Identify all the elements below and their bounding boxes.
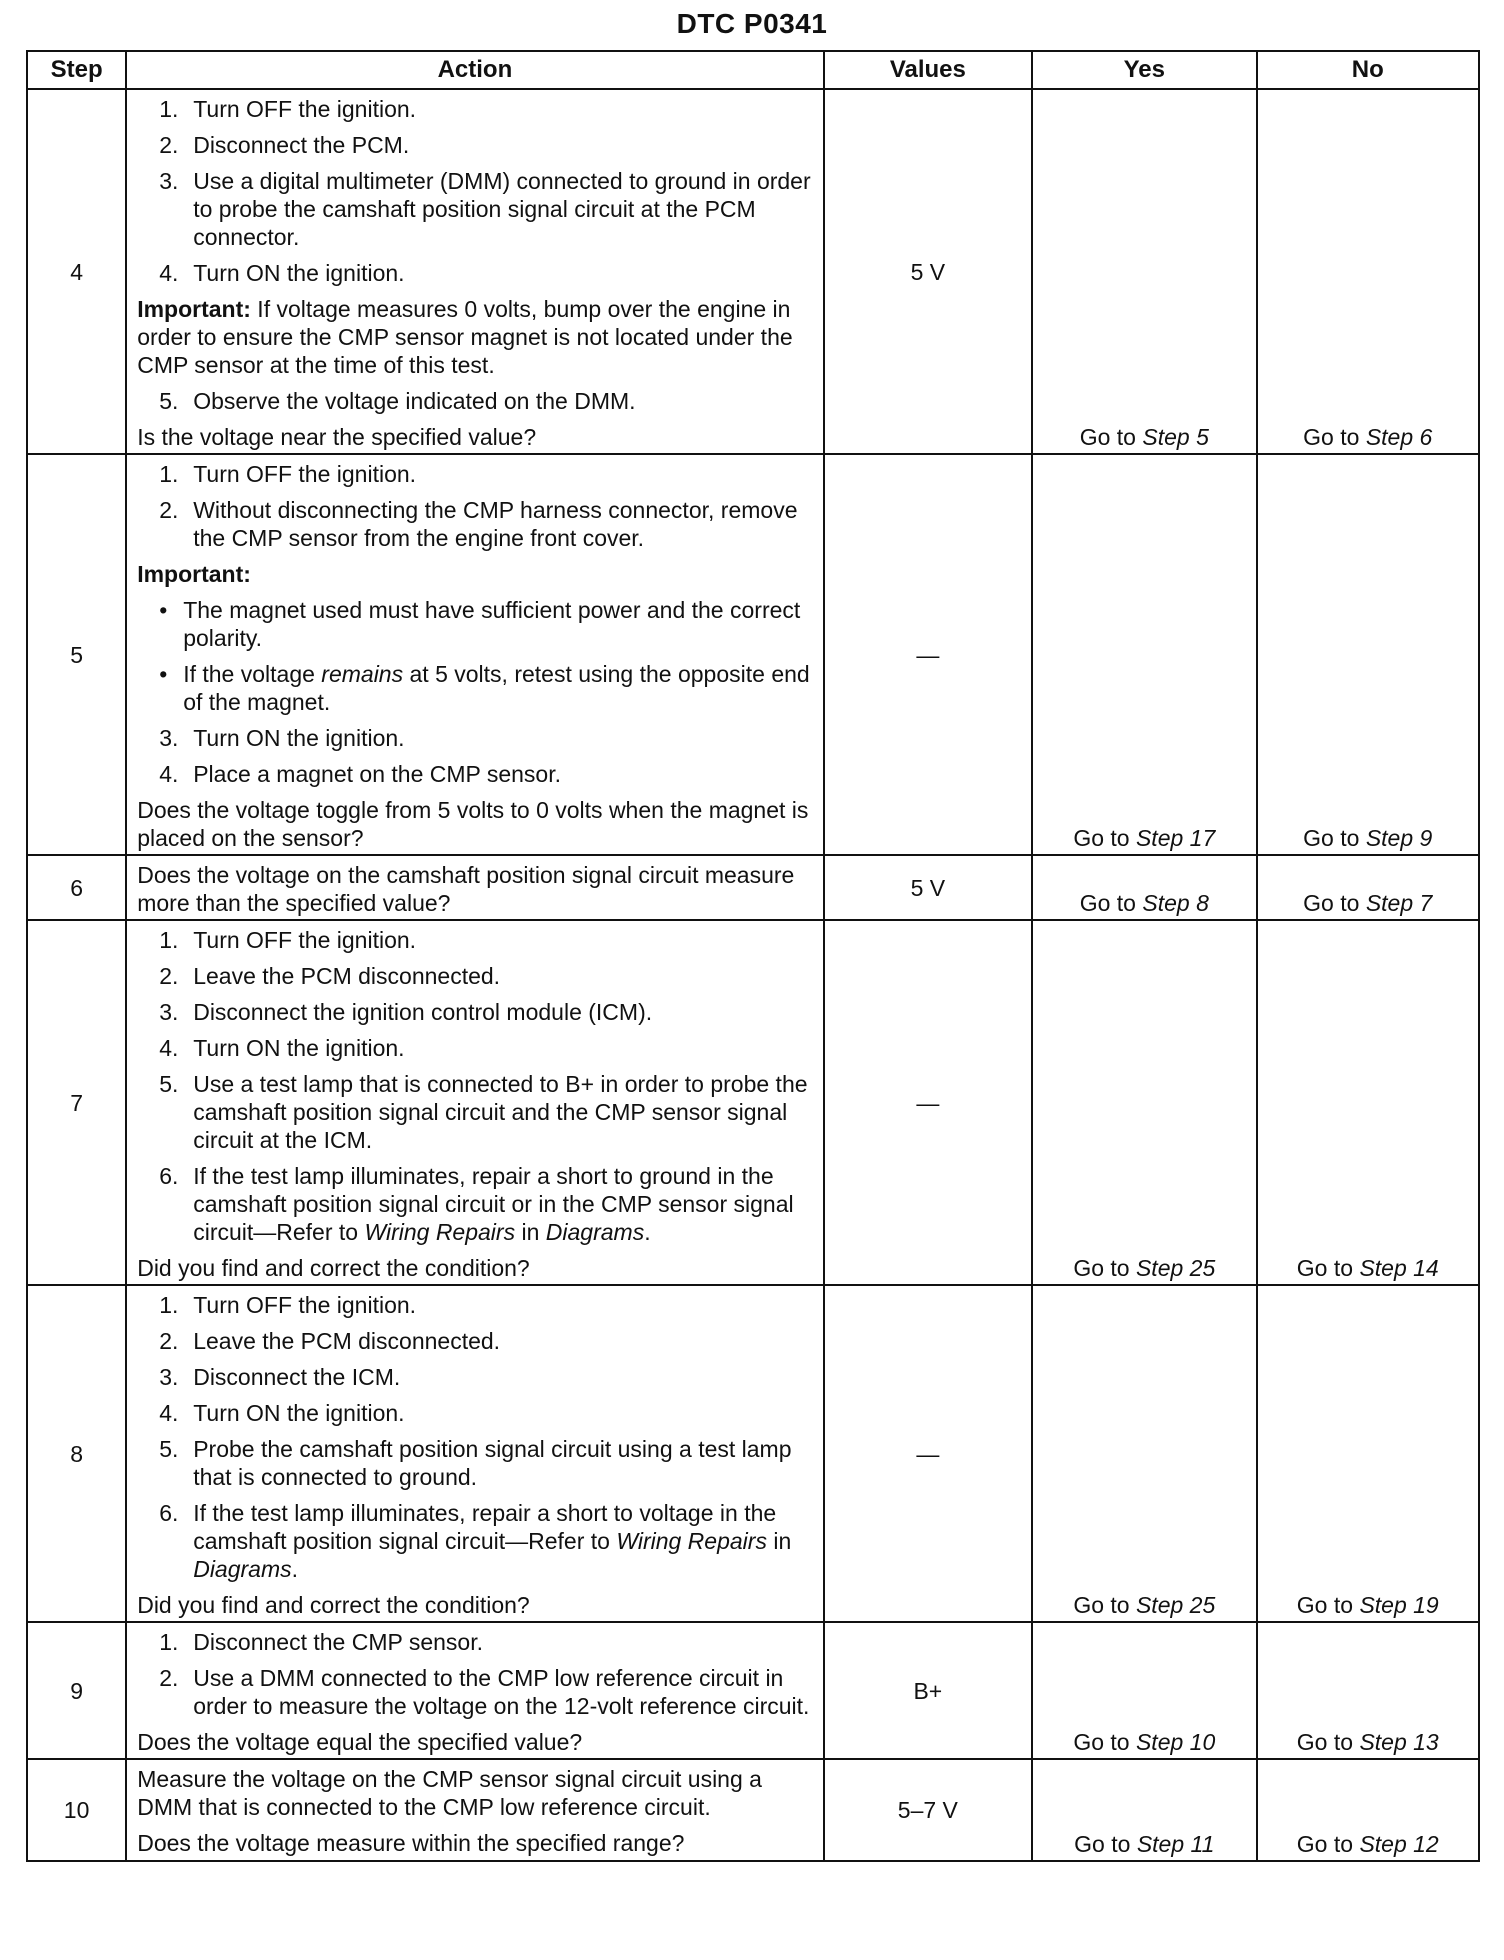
yes-cell: Go to Step 10 (1032, 1622, 1256, 1759)
action-step-item (137, 1628, 814, 1656)
item-number: 1. (159, 96, 179, 122)
action-step-item (137, 259, 814, 287)
no-cell: Go to Step 12 (1257, 1759, 1479, 1861)
item-text: Turn ON the ignition. (193, 1035, 405, 1061)
action-step-item (137, 95, 814, 123)
step-number: 5 (27, 454, 126, 855)
action-step-item (137, 167, 814, 251)
item-number: 1. (159, 1629, 179, 1655)
no-cell: Go to Step 7 (1257, 855, 1479, 920)
action-cell (126, 1759, 823, 1861)
no-step-ref: Step 14 (1359, 1255, 1439, 1281)
item-text: Turn OFF the ignition. (193, 927, 417, 953)
step-number: 4 (27, 89, 126, 454)
item-text: Turn ON the ignition. (193, 1400, 405, 1426)
page-title: DTC P0341 (676, 8, 828, 39)
item-text: The magnet used must have sufficient power and the correct polarity. (183, 597, 801, 651)
header-values: Values (824, 51, 1032, 89)
item-text: Use a test lamp that is connected to B+ in order to probe the camshaft position signal circuit and the CMP sensor signal circuit at the ICM. (193, 1071, 808, 1153)
item-text: Probe the camshaft position signal circuit using a test lamp that is connected to ground. (193, 1436, 792, 1490)
table-row (27, 1759, 1479, 1861)
yes-step-ref: Step 8 (1142, 890, 1209, 916)
no-step-ref: Step 12 (1359, 1831, 1439, 1857)
item-number: 5. (159, 388, 179, 414)
item-number: 1. (159, 1292, 179, 1318)
item-text: Leave the PCM disconnected. (193, 963, 501, 989)
item-text: Use a digital multimeter (DMM) connected to ground in order to probe the camshaft position signal circuit at the PCM connector. (193, 168, 811, 250)
value-cell: — (824, 1285, 1032, 1622)
item-text: Place a magnet on the CMP sensor. (193, 761, 561, 787)
value-cell: 5–7 V (824, 1759, 1032, 1861)
table-row (27, 920, 1479, 1285)
yes-cell: Go to Step 8 (1032, 855, 1256, 920)
item-text: Turn OFF the ignition. (193, 1292, 417, 1318)
step-number: 7 (27, 920, 126, 1285)
item-number: 2. (159, 963, 179, 989)
action-step-item (137, 1162, 814, 1246)
item-number: 4. (159, 1400, 179, 1426)
item-number: 4. (159, 1035, 179, 1061)
no-step-ref: Step 13 (1359, 1729, 1439, 1755)
item-number: 3. (159, 725, 179, 751)
item-text: Without disconnecting the CMP harness connector, remove the CMP sensor from the engine front cover. (193, 497, 798, 551)
important-label: Important: (137, 561, 251, 587)
table-row (27, 855, 1479, 920)
no-step-ref: Step 9 (1365, 825, 1433, 851)
action-step-item (137, 926, 814, 954)
header-yes: Yes (1032, 51, 1256, 89)
no-cell: Go to Step 9 (1257, 454, 1479, 855)
important-note (137, 295, 814, 379)
question-text: Does the voltage measure within the specified range? (137, 1830, 685, 1856)
question-text: Did you find and correct the condition? (137, 1255, 530, 1281)
item-text: Disconnect the ICM. (193, 1364, 401, 1390)
action-step-item (137, 760, 814, 788)
action-step-item (137, 1070, 814, 1154)
important-label: Important: (137, 296, 251, 322)
value-cell: — (824, 920, 1032, 1285)
action-step-item (137, 1363, 814, 1391)
action-step-item (137, 1327, 814, 1355)
value-cell: 5 V (824, 855, 1032, 920)
item-number: 5. (159, 1436, 179, 1462)
action-step-item (137, 460, 814, 488)
yes-step-ref: Step 11 (1136, 1831, 1215, 1857)
important-note (137, 560, 814, 588)
value-cell: B+ (824, 1622, 1032, 1759)
important-bullet-item (137, 660, 814, 716)
item-number: 2. (159, 497, 179, 523)
yes-step-ref: Step 5 (1142, 424, 1209, 450)
action-cell (126, 1285, 823, 1622)
question-text: Does the voltage on the camshaft position signal circuit measure more than the specified value? (137, 862, 795, 916)
header-step: Step (27, 51, 126, 89)
value-cell: 5 V (824, 89, 1032, 454)
item-number: 1. (159, 927, 179, 953)
action-step-item (137, 1435, 814, 1491)
no-step-ref: Step 7 (1365, 890, 1433, 916)
bullet-mark: • (159, 661, 168, 687)
step-number: 8 (27, 1285, 126, 1622)
step-number: 6 (27, 855, 126, 920)
action-step-item (137, 1034, 814, 1062)
yes-step-ref: Step 25 (1135, 1255, 1216, 1281)
item-text: Disconnect the CMP sensor. (193, 1629, 483, 1655)
no-step-ref: Step 6 (1365, 424, 1433, 450)
question-text: Does the voltage toggle from 5 volts to 0 volts when the magnet is placed on the sensor? (137, 797, 809, 851)
table-row (27, 1622, 1479, 1759)
item-number: 3. (159, 999, 179, 1025)
action-step-item (137, 1664, 814, 1720)
action-cell (126, 855, 823, 920)
action-cell (126, 1622, 823, 1759)
no-cell: Go to Step 19 (1257, 1285, 1479, 1622)
action-step-item (137, 1499, 814, 1583)
action-step-item (137, 496, 814, 552)
item-number: 4. (159, 761, 179, 787)
yes-cell: Go to Step 25 (1032, 1285, 1256, 1622)
item-number: 4. (159, 260, 179, 286)
item-text: Disconnect the PCM. (193, 132, 410, 158)
table-row (27, 454, 1479, 855)
item-text: Use a DMM connected to the CMP low reference circuit in order to measure the voltage on the 12-volt reference circuit. (193, 1665, 810, 1719)
item-number: 1. (159, 461, 179, 487)
item-text: Turn ON the ignition. (193, 260, 405, 286)
table-row (27, 1285, 1479, 1622)
action-step-item (137, 1399, 814, 1427)
yes-cell: Go to Step 11 (1032, 1759, 1256, 1861)
action-cell (126, 89, 823, 454)
item-text: If the test lamp illuminates, repair a short to voltage in the camshaft position signal circuit—Refer to Wiring Repairs in Diagrams. (193, 1500, 792, 1582)
important-bullet-item (137, 596, 814, 652)
action-cell (126, 454, 823, 855)
question-text: Measure the voltage on the CMP sensor signal circuit using a DMM that is connected to the CMP low reference circuit. (137, 1766, 762, 1820)
item-text: Leave the PCM disconnected. (193, 1328, 501, 1354)
action-cell (126, 920, 823, 1285)
action-step-item (137, 724, 814, 752)
action-step-item (137, 387, 814, 415)
yes-step-ref: Step 10 (1135, 1729, 1216, 1755)
item-number: 6. (159, 1500, 179, 1526)
item-text: Observe the voltage indicated on the DMM. (193, 388, 636, 414)
action-step-item (137, 131, 814, 159)
bullet-mark: • (159, 597, 168, 623)
header-action: Action (126, 51, 823, 89)
action-step-item (137, 998, 814, 1026)
item-number: 3. (159, 1364, 179, 1390)
yes-cell: Go to Step 25 (1032, 920, 1256, 1285)
item-number: 5. (159, 1071, 179, 1097)
step-number: 9 (27, 1622, 126, 1759)
action-step-item (137, 962, 814, 990)
no-step-ref: Step 19 (1359, 1592, 1439, 1618)
important-text: If voltage measures 0 volts, bump over the engine in order to ensure the CMP sensor magnet is not located under the CMP sensor at the time of this test. (137, 296, 793, 378)
diagnostic-table (26, 50, 1480, 1862)
table-row (27, 89, 1479, 454)
question-text: Did you find and correct the condition? (137, 1592, 530, 1618)
item-text: Turn ON the ignition. (193, 725, 405, 751)
value-cell: — (824, 454, 1032, 855)
header-no: No (1257, 51, 1479, 89)
no-cell: Go to Step 13 (1257, 1622, 1479, 1759)
no-cell: Go to Step 6 (1257, 89, 1479, 454)
table-header-row (27, 51, 1479, 89)
item-number: 2. (159, 132, 179, 158)
yes-cell: Go to Step 17 (1032, 454, 1256, 855)
item-text: If the test lamp illuminates, repair a short to ground in the camshaft position signal circuit or in the CMP sensor signal circuit—Refer to Wiring Repairs in Diagrams. (193, 1163, 794, 1245)
item-number: 3. (159, 168, 179, 194)
item-text: If the voltage remains at 5 volts, retest using the opposite end of the magnet. (183, 661, 810, 715)
item-text: Disconnect the ignition control module (ICM). (193, 999, 653, 1025)
step-number: 10 (27, 1759, 126, 1861)
yes-step-ref: Step 25 (1135, 1592, 1216, 1618)
no-cell: Go to Step 14 (1257, 920, 1479, 1285)
item-number: 2. (159, 1665, 179, 1691)
question-text: Is the voltage near the specified value? (137, 424, 537, 450)
question-text: Does the voltage equal the specified value? (137, 1729, 583, 1755)
yes-step-ref: Step 17 (1135, 825, 1216, 851)
action-step-item (137, 1291, 814, 1319)
item-number: 6. (159, 1163, 179, 1189)
item-text: Turn OFF the ignition. (193, 96, 417, 122)
item-number: 2. (159, 1328, 179, 1354)
yes-cell: Go to Step 5 (1032, 89, 1256, 454)
item-text: Turn OFF the ignition. (193, 461, 417, 487)
